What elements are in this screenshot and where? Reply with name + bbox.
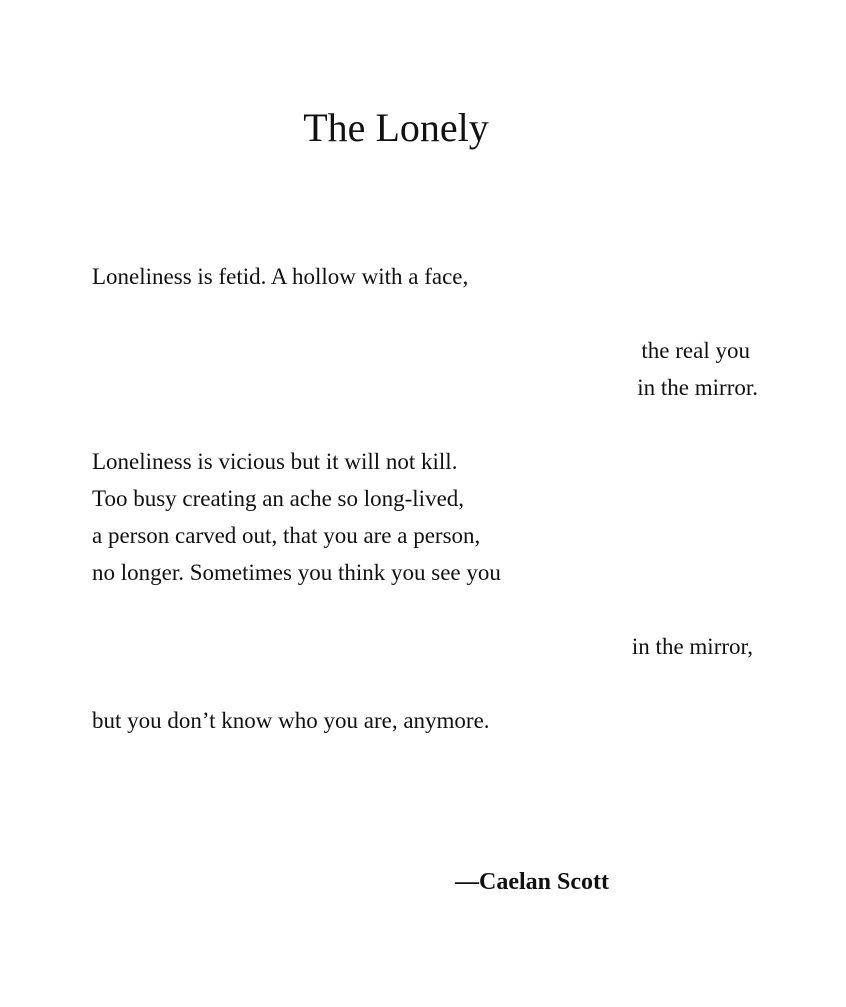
poem-line-5: Too busy creating an ache so long-lived, — [92, 486, 465, 511]
poem-line-6: a person carved out, that you are a person, — [92, 523, 481, 548]
poem-line-3: in the mirror. — [637, 375, 758, 400]
poem-author: —Caelan Scott — [455, 869, 609, 895]
poem-line-2: the real you — [641, 338, 750, 363]
poem-line-1: Loneliness is fetid. A hollow with a face, — [92, 264, 469, 289]
poem-line-9: but you don’t know who you are, anymore. — [92, 708, 490, 733]
poem-title: The Lonely — [303, 105, 489, 150]
poem-line-7: no longer. Sometimes you think you see you — [92, 560, 501, 585]
poem-line-4: Loneliness is vicious but it will not kill. — [92, 449, 458, 474]
poem-line-8: in the mirror, — [631, 634, 753, 659]
